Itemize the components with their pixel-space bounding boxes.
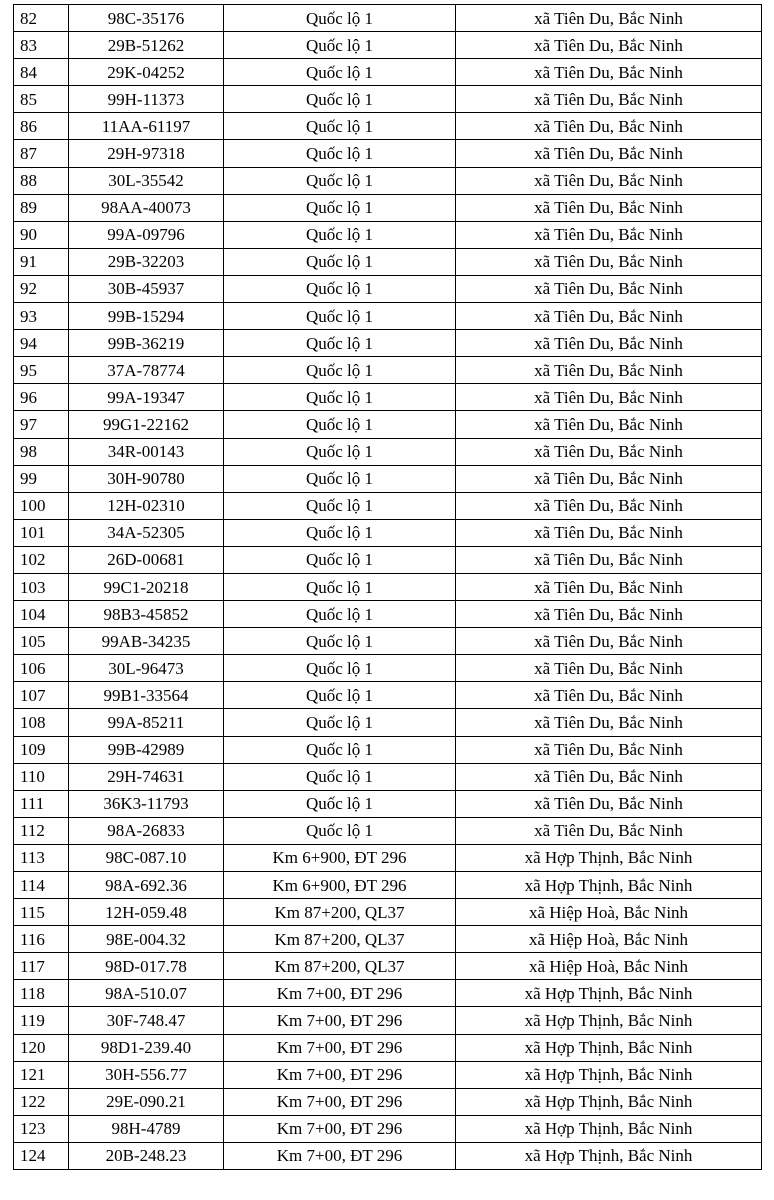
- area-cell: xã Tiên Du, Bắc Ninh: [456, 546, 762, 573]
- area-cell: xã Tiên Du, Bắc Ninh: [456, 167, 762, 194]
- area-cell: xã Hợp Thịnh, Bắc Ninh: [456, 1115, 762, 1142]
- area-cell: xã Tiên Du, Bắc Ninh: [456, 790, 762, 817]
- row-number-cell: 108: [14, 709, 69, 736]
- table-row: [14, 248, 762, 275]
- license-plate-cell: 99B1-33564: [69, 682, 224, 709]
- area-cell: xã Tiên Du, Bắc Ninh: [456, 465, 762, 492]
- area-cell: xã Tiên Du, Bắc Ninh: [456, 59, 762, 86]
- table-body: [14, 5, 762, 1170]
- location-cell: Quốc lộ 1: [224, 357, 456, 384]
- table-row: [14, 601, 762, 628]
- location-cell: Quốc lộ 1: [224, 384, 456, 411]
- row-number-cell: 83: [14, 32, 69, 59]
- location-cell: Quốc lộ 1: [224, 140, 456, 167]
- license-plate-cell: 30L-96473: [69, 655, 224, 682]
- row-number-cell: 87: [14, 140, 69, 167]
- table-row: [14, 790, 762, 817]
- location-cell: Quốc lộ 1: [224, 86, 456, 113]
- area-cell: xã Tiên Du, Bắc Ninh: [456, 628, 762, 655]
- area-cell: xã Tiên Du, Bắc Ninh: [456, 655, 762, 682]
- row-number-cell: 113: [14, 844, 69, 871]
- table-row: [14, 275, 762, 302]
- license-plate-cell: 98D-017.78: [69, 953, 224, 980]
- row-number-cell: 114: [14, 872, 69, 899]
- row-number-cell: 119: [14, 1007, 69, 1034]
- area-cell: xã Hợp Thịnh, Bắc Ninh: [456, 872, 762, 899]
- license-plate-cell: 99B-36219: [69, 330, 224, 357]
- location-cell: Quốc lộ 1: [224, 303, 456, 330]
- row-number-cell: 122: [14, 1088, 69, 1115]
- table-row: [14, 872, 762, 899]
- location-cell: Quốc lộ 1: [224, 655, 456, 682]
- table-row: [14, 844, 762, 871]
- area-cell: xã Tiên Du, Bắc Ninh: [456, 221, 762, 248]
- table-row: [14, 519, 762, 546]
- table-row: [14, 953, 762, 980]
- license-plate-cell: 99C1-20218: [69, 573, 224, 600]
- area-cell: xã Hợp Thịnh, Bắc Ninh: [456, 1142, 762, 1169]
- area-cell: xã Tiên Du, Bắc Ninh: [456, 86, 762, 113]
- license-plate-cell: 30L-35542: [69, 167, 224, 194]
- row-number-cell: 99: [14, 465, 69, 492]
- license-plate-cell: 29H-74631: [69, 763, 224, 790]
- area-cell: xã Tiên Du, Bắc Ninh: [456, 492, 762, 519]
- location-cell: Quốc lộ 1: [224, 763, 456, 790]
- row-number-cell: 86: [14, 113, 69, 140]
- table-row: [14, 86, 762, 113]
- table-row: [14, 709, 762, 736]
- license-plate-cell: 30H-90780: [69, 465, 224, 492]
- row-number-cell: 110: [14, 763, 69, 790]
- location-cell: Quốc lộ 1: [224, 194, 456, 221]
- location-cell: Quốc lộ 1: [224, 709, 456, 736]
- row-number-cell: 107: [14, 682, 69, 709]
- vehicle-violation-table: [13, 4, 762, 1170]
- license-plate-cell: 98E-004.32: [69, 926, 224, 953]
- location-cell: Quốc lộ 1: [224, 167, 456, 194]
- table-row: [14, 167, 762, 194]
- location-cell: Km 7+00, ĐT 296: [224, 980, 456, 1007]
- area-cell: xã Tiên Du, Bắc Ninh: [456, 736, 762, 763]
- license-plate-cell: 29B-32203: [69, 248, 224, 275]
- row-number-cell: 109: [14, 736, 69, 763]
- row-number-cell: 117: [14, 953, 69, 980]
- location-cell: Km 87+200, QL37: [224, 926, 456, 953]
- license-plate-cell: 99H-11373: [69, 86, 224, 113]
- area-cell: xã Hợp Thịnh, Bắc Ninh: [456, 1061, 762, 1088]
- location-cell: Quốc lộ 1: [224, 817, 456, 844]
- row-number-cell: 123: [14, 1115, 69, 1142]
- location-cell: Km 6+900, ĐT 296: [224, 872, 456, 899]
- table-row: [14, 1034, 762, 1061]
- table-row: [14, 140, 762, 167]
- row-number-cell: 91: [14, 248, 69, 275]
- table-row: [14, 817, 762, 844]
- row-number-cell: 118: [14, 980, 69, 1007]
- row-number-cell: 90: [14, 221, 69, 248]
- table-row: [14, 384, 762, 411]
- row-number-cell: 106: [14, 655, 69, 682]
- row-number-cell: 102: [14, 546, 69, 573]
- location-cell: Quốc lộ 1: [224, 411, 456, 438]
- location-cell: Km 6+900, ĐT 296: [224, 844, 456, 871]
- table-row: [14, 546, 762, 573]
- table-row: [14, 330, 762, 357]
- row-number-cell: 105: [14, 628, 69, 655]
- area-cell: xã Tiên Du, Bắc Ninh: [456, 682, 762, 709]
- row-number-cell: 93: [14, 303, 69, 330]
- area-cell: xã Hợp Thịnh, Bắc Ninh: [456, 1007, 762, 1034]
- area-cell: xã Tiên Du, Bắc Ninh: [456, 438, 762, 465]
- license-plate-cell: 99A-85211: [69, 709, 224, 736]
- table-row: [14, 736, 762, 763]
- location-cell: Quốc lộ 1: [224, 628, 456, 655]
- license-plate-cell: 98AA-40073: [69, 194, 224, 221]
- area-cell: xã Tiên Du, Bắc Ninh: [456, 194, 762, 221]
- location-cell: Km 7+00, ĐT 296: [224, 1115, 456, 1142]
- row-number-cell: 92: [14, 275, 69, 302]
- location-cell: Km 87+200, QL37: [224, 953, 456, 980]
- location-cell: Quốc lộ 1: [224, 573, 456, 600]
- row-number-cell: 96: [14, 384, 69, 411]
- row-number-cell: 112: [14, 817, 69, 844]
- license-plate-cell: 98B3-45852: [69, 601, 224, 628]
- location-cell: Km 7+00, ĐT 296: [224, 1142, 456, 1169]
- row-number-cell: 89: [14, 194, 69, 221]
- license-plate-cell: 12H-059.48: [69, 899, 224, 926]
- table-row: [14, 411, 762, 438]
- table-row: [14, 682, 762, 709]
- license-plate-cell: 98D1-239.40: [69, 1034, 224, 1061]
- table-row: [14, 221, 762, 248]
- row-number-cell: 100: [14, 492, 69, 519]
- area-cell: xã Tiên Du, Bắc Ninh: [456, 275, 762, 302]
- location-cell: Km 7+00, ĐT 296: [224, 1061, 456, 1088]
- location-cell: Quốc lộ 1: [224, 32, 456, 59]
- table-row: [14, 465, 762, 492]
- location-cell: Quốc lộ 1: [224, 221, 456, 248]
- row-number-cell: 101: [14, 519, 69, 546]
- location-cell: Quốc lộ 1: [224, 5, 456, 32]
- row-number-cell: 116: [14, 926, 69, 953]
- row-number-cell: 103: [14, 573, 69, 600]
- row-number-cell: 98: [14, 438, 69, 465]
- table-row: [14, 1007, 762, 1034]
- license-plate-cell: 30H-556.77: [69, 1061, 224, 1088]
- license-plate-cell: 29H-97318: [69, 140, 224, 167]
- row-number-cell: 82: [14, 5, 69, 32]
- row-number-cell: 124: [14, 1142, 69, 1169]
- area-cell: xã Hợp Thịnh, Bắc Ninh: [456, 844, 762, 871]
- location-cell: Quốc lộ 1: [224, 736, 456, 763]
- location-cell: Quốc lộ 1: [224, 492, 456, 519]
- license-plate-cell: 30B-45937: [69, 275, 224, 302]
- table-row: [14, 438, 762, 465]
- license-plate-cell: 20B-248.23: [69, 1142, 224, 1169]
- location-cell: Quốc lộ 1: [224, 113, 456, 140]
- license-plate-cell: 30F-748.47: [69, 1007, 224, 1034]
- license-plate-cell: 99B-42989: [69, 736, 224, 763]
- area-cell: xã Tiên Du, Bắc Ninh: [456, 140, 762, 167]
- area-cell: xã Tiên Du, Bắc Ninh: [456, 330, 762, 357]
- location-cell: Quốc lộ 1: [224, 275, 456, 302]
- area-cell: xã Hiệp Hoà, Bắc Ninh: [456, 926, 762, 953]
- location-cell: Quốc lộ 1: [224, 790, 456, 817]
- area-cell: xã Hợp Thịnh, Bắc Ninh: [456, 980, 762, 1007]
- row-number-cell: 95: [14, 357, 69, 384]
- license-plate-cell: 99A-19347: [69, 384, 224, 411]
- table-row: [14, 899, 762, 926]
- location-cell: Quốc lộ 1: [224, 330, 456, 357]
- area-cell: xã Tiên Du, Bắc Ninh: [456, 519, 762, 546]
- license-plate-cell: 98A-510.07: [69, 980, 224, 1007]
- area-cell: xã Hiệp Hoà, Bắc Ninh: [456, 953, 762, 980]
- table-row: [14, 5, 762, 32]
- license-plate-cell: 12H-02310: [69, 492, 224, 519]
- row-number-cell: 115: [14, 899, 69, 926]
- table-row: [14, 926, 762, 953]
- location-cell: Km 87+200, QL37: [224, 899, 456, 926]
- location-cell: Quốc lộ 1: [224, 59, 456, 86]
- location-cell: Quốc lộ 1: [224, 682, 456, 709]
- license-plate-cell: 29K-04252: [69, 59, 224, 86]
- area-cell: xã Tiên Du, Bắc Ninh: [456, 5, 762, 32]
- area-cell: xã Tiên Du, Bắc Ninh: [456, 601, 762, 628]
- license-plate-cell: 98A-692.36: [69, 872, 224, 899]
- table-row: [14, 1142, 762, 1169]
- table-row: [14, 628, 762, 655]
- area-cell: xã Tiên Du, Bắc Ninh: [456, 573, 762, 600]
- area-cell: xã Tiên Du, Bắc Ninh: [456, 248, 762, 275]
- location-cell: Km 7+00, ĐT 296: [224, 1034, 456, 1061]
- license-plate-cell: 11AA-61197: [69, 113, 224, 140]
- area-cell: xã Hợp Thịnh, Bắc Ninh: [456, 1034, 762, 1061]
- row-number-cell: 120: [14, 1034, 69, 1061]
- table-row: [14, 492, 762, 519]
- location-cell: Km 7+00, ĐT 296: [224, 1007, 456, 1034]
- location-cell: Quốc lộ 1: [224, 465, 456, 492]
- table-row: [14, 59, 762, 86]
- location-cell: Quốc lộ 1: [224, 601, 456, 628]
- license-plate-cell: 29B-51262: [69, 32, 224, 59]
- license-plate-cell: 37A-78774: [69, 357, 224, 384]
- table-row: [14, 32, 762, 59]
- table-row: [14, 1115, 762, 1142]
- area-cell: xã Hợp Thịnh, Bắc Ninh: [456, 1088, 762, 1115]
- row-number-cell: 94: [14, 330, 69, 357]
- row-number-cell: 121: [14, 1061, 69, 1088]
- area-cell: xã Tiên Du, Bắc Ninh: [456, 303, 762, 330]
- location-cell: Quốc lộ 1: [224, 438, 456, 465]
- table-row: [14, 194, 762, 221]
- license-plate-cell: 99G1-22162: [69, 411, 224, 438]
- area-cell: xã Tiên Du, Bắc Ninh: [456, 113, 762, 140]
- table-row: [14, 655, 762, 682]
- row-number-cell: 85: [14, 86, 69, 113]
- license-plate-cell: 98H-4789: [69, 1115, 224, 1142]
- table-row: [14, 763, 762, 790]
- location-cell: Km 7+00, ĐT 296: [224, 1088, 456, 1115]
- license-plate-cell: 99AB-34235: [69, 628, 224, 655]
- license-plate-cell: 98C-35176: [69, 5, 224, 32]
- row-number-cell: 111: [14, 790, 69, 817]
- area-cell: xã Tiên Du, Bắc Ninh: [456, 357, 762, 384]
- table-row: [14, 113, 762, 140]
- license-plate-cell: 26D-00681: [69, 546, 224, 573]
- license-plate-cell: 34R-00143: [69, 438, 224, 465]
- location-cell: Quốc lộ 1: [224, 546, 456, 573]
- row-number-cell: 97: [14, 411, 69, 438]
- area-cell: xã Tiên Du, Bắc Ninh: [456, 384, 762, 411]
- area-cell: xã Tiên Du, Bắc Ninh: [456, 763, 762, 790]
- license-plate-cell: 98A-26833: [69, 817, 224, 844]
- table-row: [14, 1061, 762, 1088]
- table-row: [14, 1088, 762, 1115]
- table-row: [14, 980, 762, 1007]
- area-cell: xã Hiệp Hoà, Bắc Ninh: [456, 899, 762, 926]
- license-plate-cell: 29E-090.21: [69, 1088, 224, 1115]
- table-row: [14, 303, 762, 330]
- row-number-cell: 88: [14, 167, 69, 194]
- table-row: [14, 573, 762, 600]
- license-plate-cell: 98C-087.10: [69, 844, 224, 871]
- license-plate-cell: 99A-09796: [69, 221, 224, 248]
- area-cell: xã Tiên Du, Bắc Ninh: [456, 709, 762, 736]
- location-cell: Quốc lộ 1: [224, 519, 456, 546]
- table-row: [14, 357, 762, 384]
- row-number-cell: 84: [14, 59, 69, 86]
- row-number-cell: 104: [14, 601, 69, 628]
- location-cell: Quốc lộ 1: [224, 248, 456, 275]
- area-cell: xã Tiên Du, Bắc Ninh: [456, 411, 762, 438]
- license-plate-cell: 34A-52305: [69, 519, 224, 546]
- license-plate-cell: 36K3-11793: [69, 790, 224, 817]
- area-cell: xã Tiên Du, Bắc Ninh: [456, 32, 762, 59]
- license-plate-cell: 99B-15294: [69, 303, 224, 330]
- area-cell: xã Tiên Du, Bắc Ninh: [456, 817, 762, 844]
